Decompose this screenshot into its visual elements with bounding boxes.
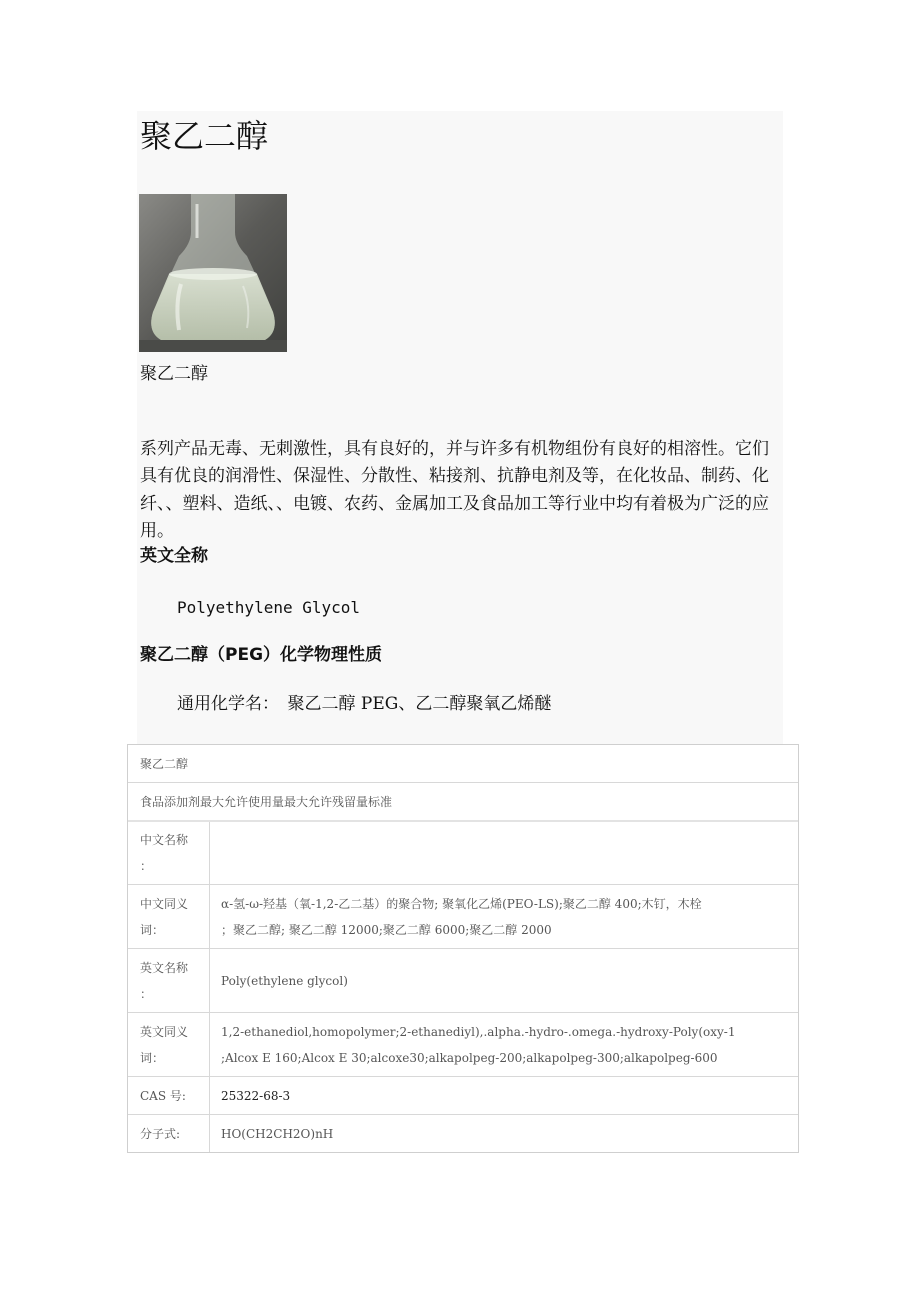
table-header-row	[128, 745, 798, 783]
row-label: 中文同义 词：	[128, 885, 210, 948]
table-row	[128, 949, 798, 1013]
properties-heading: 聚乙二醇（PEG）化学物理性质	[140, 645, 383, 665]
table-row	[128, 1115, 798, 1152]
table-row	[128, 885, 798, 949]
table-subheader-row	[128, 783, 798, 822]
table-row	[128, 1013, 798, 1077]
table-subheader-text: 食品添加剂最大允许使用量最大允许残留量标准	[140, 795, 393, 809]
table-row	[128, 822, 798, 885]
properties-table	[127, 744, 799, 1153]
description-paragraph: 系列产品无毒、无刺激性，具有良好的，并与许多有机物组份有良好的相溶性。它们具有优良的润滑性、保湿性、分散性、粘接剂、抗静电剂及等，在化妆品、制药、化纤、、塑料、造纸、、电镀、农药、金属加工及食品加工等行业中均有着极为广泛的应用。	[140, 439, 769, 541]
image-caption: 聚乙二醇	[140, 364, 208, 384]
molecular-formula: HO(CH2CH2O)nH	[221, 1126, 334, 1141]
row-label: CAS 号:	[128, 1077, 210, 1114]
page-title: 聚乙二醇	[140, 117, 269, 155]
english-name-heading: 英文全称	[140, 546, 208, 566]
cas-number: 25322-68-3	[221, 1088, 291, 1103]
row-value: α-氢-ω-羟基（氧-1,2-乙二基）的聚合物; 聚氧化乙烯(PEO-LS);聚乙二醇 400;木钉，木栓 ；聚乙二醇; 聚乙二醇 12000;聚乙二醇 6000;聚乙二醇 2000	[221, 896, 702, 937]
english-name-value: Polyethylene Glycol	[177, 598, 361, 617]
row-label: 英文同义 词：	[128, 1013, 210, 1076]
row-value	[210, 822, 798, 884]
table-header-text: 聚乙二醇	[140, 757, 189, 771]
chemical-name-line: 通用化学名： 聚乙二醇 PEG、乙二醇聚氧乙烯醚	[177, 694, 552, 714]
row-value: 1,2-ethanediol,homopolymer;2-ethanediyl),.alpha.-hydro-.omega.-hydroxy-Poly(oxy-1 ;Alcox E 160;Alcox E 30;alcoxe30;alkapolpeg-200;alkapolpeg-300;alkapolpeg-600	[221, 1024, 736, 1065]
row-label: 分子式:	[128, 1115, 210, 1152]
table-row	[128, 1077, 798, 1115]
row-label: 英文名称 ：	[128, 949, 210, 1012]
product-photo	[139, 194, 287, 352]
row-label: 中文名称 ：	[128, 822, 210, 884]
row-value: Poly(ethylene glycol)	[221, 973, 348, 988]
